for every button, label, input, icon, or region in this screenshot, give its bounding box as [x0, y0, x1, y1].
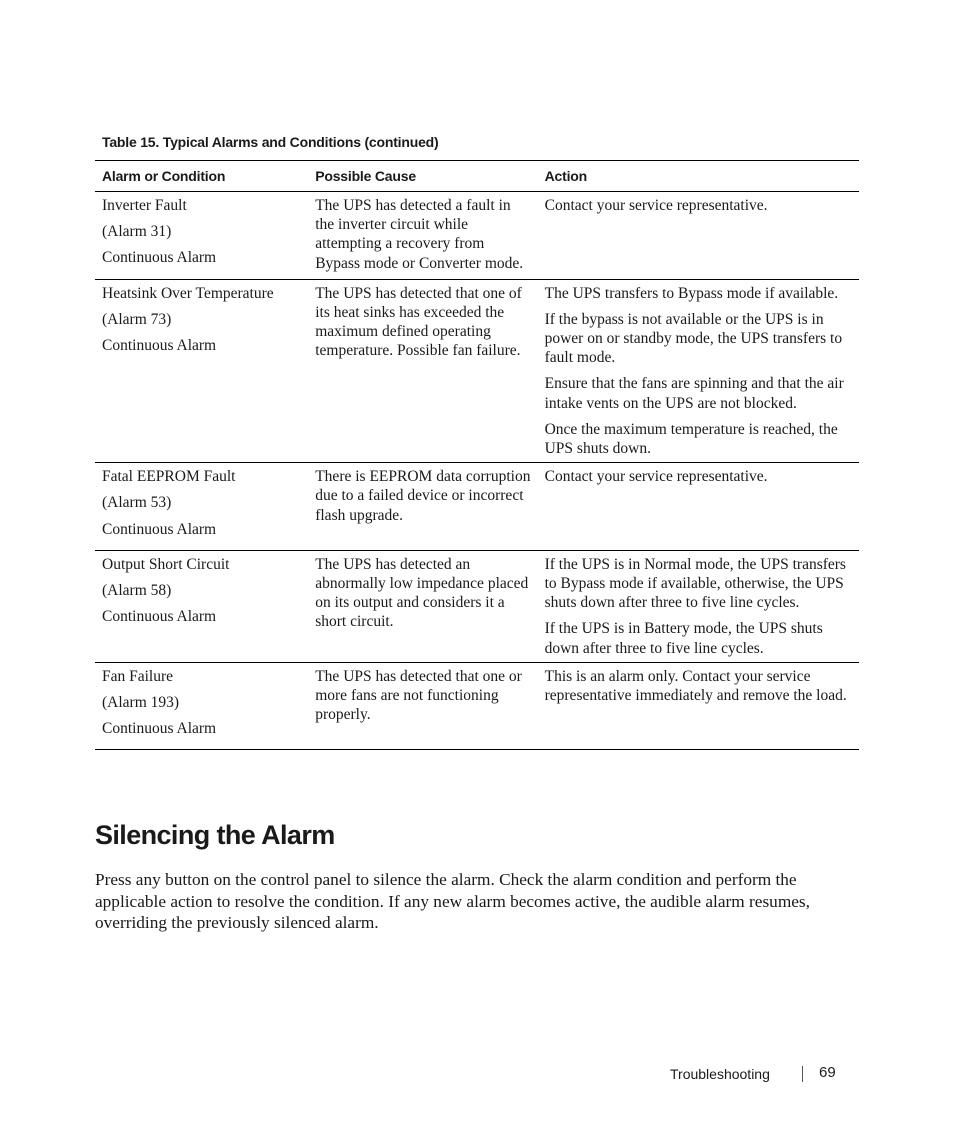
condition-cell	[95, 192, 308, 280]
cause-cell	[308, 279, 537, 463]
footer-divider	[802, 1066, 803, 1082]
cause-text: The UPS has detected that one of its heat sinks has exceeded the maximum defined operating temperature. Possible fan failure.	[315, 284, 522, 360]
alarm-type: Continuous Alarm	[102, 520, 217, 538]
cause-cell	[308, 550, 537, 662]
cause-cell	[308, 463, 537, 551]
action-text: Contact your service representative.	[544, 468, 768, 486]
alarm-name: Fan Failure	[102, 667, 174, 685]
body-paragraph: Press any button on the control panel to silence the alarm. Check the alarm condition and perform the applicable action to resolve the condition. If any new alarm becomes active, the audible alarm resumes, overriding the previously silenced alarm.	[95, 870, 810, 932]
alarm-name: Inverter Fault	[102, 197, 187, 214]
alarm-type: Continuous Alarm	[102, 337, 217, 355]
action-text: The UPS transfers to Bypass mode if available.	[544, 284, 839, 302]
action-cell	[538, 279, 859, 463]
action-text: If the UPS is in Normal mode, the UPS transfers to Bypass mode if available, otherwise, the UPS shuts down after three to five line cycles.	[544, 555, 846, 612]
cause-text: The UPS has detected an abnormally low impedance placed on its output and considers it a short circuit.	[315, 555, 529, 631]
action-text: If the UPS is in Battery mode, the UPS shuts down after three to five line cycles.	[544, 620, 823, 657]
page-number: 69	[819, 1064, 836, 1081]
table-row	[95, 550, 859, 662]
action-text: Contact your service representative.	[544, 197, 768, 214]
table-row	[95, 463, 859, 551]
table-row	[95, 192, 859, 280]
section-heading: Silencing the Alarm	[95, 820, 335, 850]
cause-text: The UPS has detected that one or more fans are not functioning properly.	[315, 667, 522, 724]
alarm-code: (Alarm 53)	[102, 494, 172, 512]
action-cell	[538, 662, 859, 750]
condition-cell	[95, 279, 308, 463]
cause-cell	[308, 662, 537, 750]
alarm-name: Output Short Circuit	[102, 555, 230, 573]
action-text: If the bypass is not available or the UPS is in power on or standby mode, the UPS transfers to fault mode.	[544, 310, 843, 367]
footer-section-name: Troubleshooting	[670, 1066, 770, 1082]
alarm-code: (Alarm 58)	[102, 582, 172, 600]
alarm-code: (Alarm 73)	[102, 310, 172, 328]
alarm-name: Heatsink Over Temperature	[102, 284, 274, 302]
action-text: Once the maximum temperature is reached, the UPS shuts down.	[544, 420, 838, 458]
cause-text: There is EEPROM data corruption due to a failed device or incorrect flash upgrade.	[315, 468, 531, 524]
alarm-type: Continuous Alarm	[102, 249, 217, 267]
header-possible-cause: Possible Cause	[308, 161, 537, 192]
alarm-code: (Alarm 31)	[102, 223, 172, 241]
alarm-type: Continuous Alarm	[102, 720, 217, 738]
table-row	[95, 279, 859, 463]
condition-cell	[95, 550, 308, 662]
condition-cell	[95, 662, 308, 750]
header-alarm-or-condition: Alarm or Condition	[95, 161, 308, 192]
header-action: Action	[538, 161, 859, 192]
alarm-type: Continuous Alarm	[102, 608, 217, 626]
table-header-row	[95, 161, 859, 192]
action-text: Ensure that the fans are spinning and that the air intake vents on the UPS are not blocked.	[544, 375, 844, 412]
table-caption: Table 15. Typical Alarms and Conditions (continued)	[102, 134, 439, 150]
condition-cell	[95, 463, 308, 551]
action-cell	[538, 550, 859, 662]
alarms-table	[95, 160, 859, 750]
action-text: This is an alarm only. Contact your service representative immediately and remove the load.	[544, 667, 847, 705]
action-cell	[538, 463, 859, 551]
cause-cell	[308, 192, 537, 280]
alarm-code: (Alarm 193)	[102, 694, 180, 712]
action-cell	[538, 192, 859, 280]
cause-text: The UPS has detected a fault in the inverter circuit while attempting a recovery from Bypass mode or Converter mode.	[315, 197, 524, 272]
table-row	[95, 662, 859, 750]
alarm-name: Fatal EEPROM Fault	[102, 468, 236, 486]
